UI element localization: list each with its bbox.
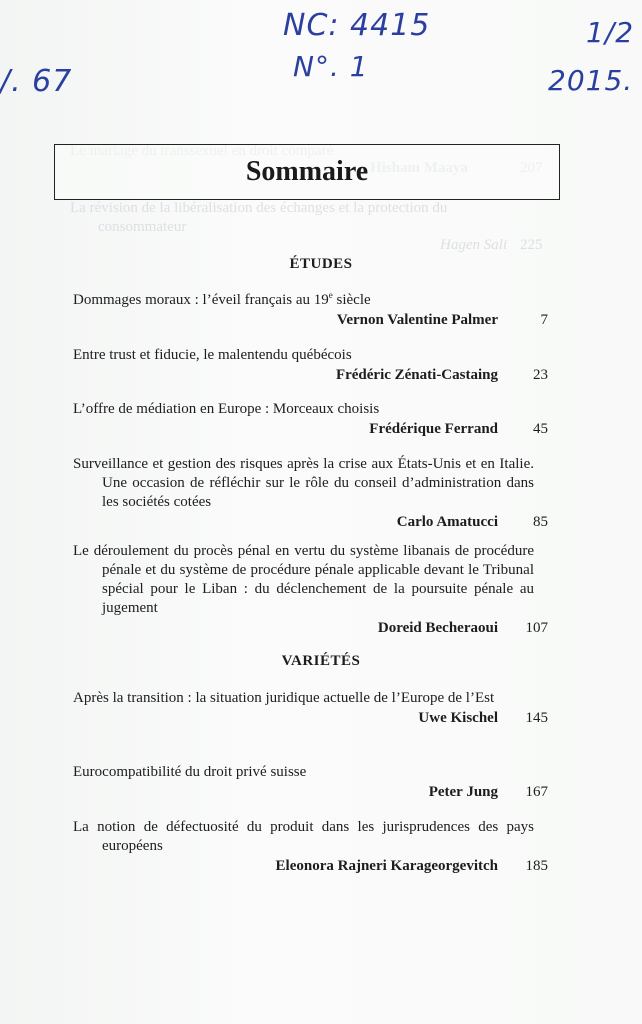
- section-heading-varietes: VARIÉTÉS: [281, 653, 361, 669]
- entry-page: 107: [525, 620, 548, 636]
- page-title: Sommaire: [245, 156, 369, 187]
- toc-entry: [73, 818, 548, 876]
- entry-author: Frédérique Ferrand: [369, 421, 498, 437]
- entry-title: Eurocompatibilité du droit privé suisse: [73, 764, 307, 780]
- handwritten-nc-number: NC: 4415: [283, 8, 431, 43]
- entry-title: Le déroulement du procès pénal en vertu du système libanais de procédure pénale et du système de procédure pénale applicable devant le Tribunal spécial pour le Liban : du déclenchement de la poursuite pénale au jugement: [73, 543, 534, 616]
- toc-entry: [73, 291, 548, 330]
- toc-entry: [73, 455, 548, 532]
- entry-page: 145: [525, 710, 548, 726]
- entry-page: 23: [533, 367, 548, 383]
- handwritten-issue-number: N°. 1: [293, 50, 369, 83]
- toc-entry: [73, 689, 548, 728]
- section-heading-etudes: ÉTUDES: [289, 256, 353, 272]
- entry-author: Vernon Valentine Palmer: [336, 312, 498, 328]
- entry-author: Eleonora Rajneri Karageorgevitch: [275, 858, 498, 874]
- entry-title: Surveillance et gestion des risques après la crise aux États-Unis et en Italie. Une occasion de réfléchir sur le rôle du conseil d’administration dans les sociétés cotées: [73, 456, 534, 510]
- ghost-text: consommateur: [98, 219, 187, 235]
- entry-title: Dommages moraux : l’éveil français au 19e siècle: [73, 290, 371, 308]
- toc-entry: [73, 763, 548, 802]
- entry-page: 7: [540, 312, 548, 328]
- entry-title: Après la transition : la situation juridique actuelle de l’Europe de l’Est: [73, 690, 495, 706]
- entry-author: Carlo Amatucci: [396, 514, 498, 530]
- entry-author: Doreid Becheraoui: [377, 620, 498, 636]
- entry-page: 45: [533, 421, 548, 437]
- ghost-text: Hagen Sali: [440, 237, 508, 253]
- entry-title: L’offre de médiation en Europe : Morceaux choisis: [73, 401, 380, 417]
- entry-author: Uwe Kischel: [418, 710, 498, 726]
- toc-entry: [73, 400, 548, 439]
- entry-author: Frédéric Zénati-Castaing: [335, 367, 498, 383]
- entry-page: 185: [525, 858, 548, 874]
- ghost-text: 225: [520, 237, 543, 253]
- entry-page: 167: [525, 784, 548, 800]
- entry-page: 85: [533, 514, 548, 530]
- ghost-text: La révision de la libéralisation des échanges et la protection du: [70, 200, 448, 216]
- entry-title: La notion de défectuosité du produit dans les jurisprudences des pays européens: [73, 819, 534, 854]
- entry-author: Peter Jung: [428, 784, 498, 800]
- handwritten-year: 2015.: [548, 64, 634, 97]
- handwritten-fraction: 1/2: [586, 16, 635, 49]
- entry-title: Entre trust et fiducie, le malentendu québécois: [73, 347, 352, 363]
- title-box: [54, 144, 560, 200]
- handwritten-margin-mark: /. 67: [0, 64, 73, 99]
- toc-entry: [73, 346, 548, 385]
- toc-entry: [73, 542, 548, 638]
